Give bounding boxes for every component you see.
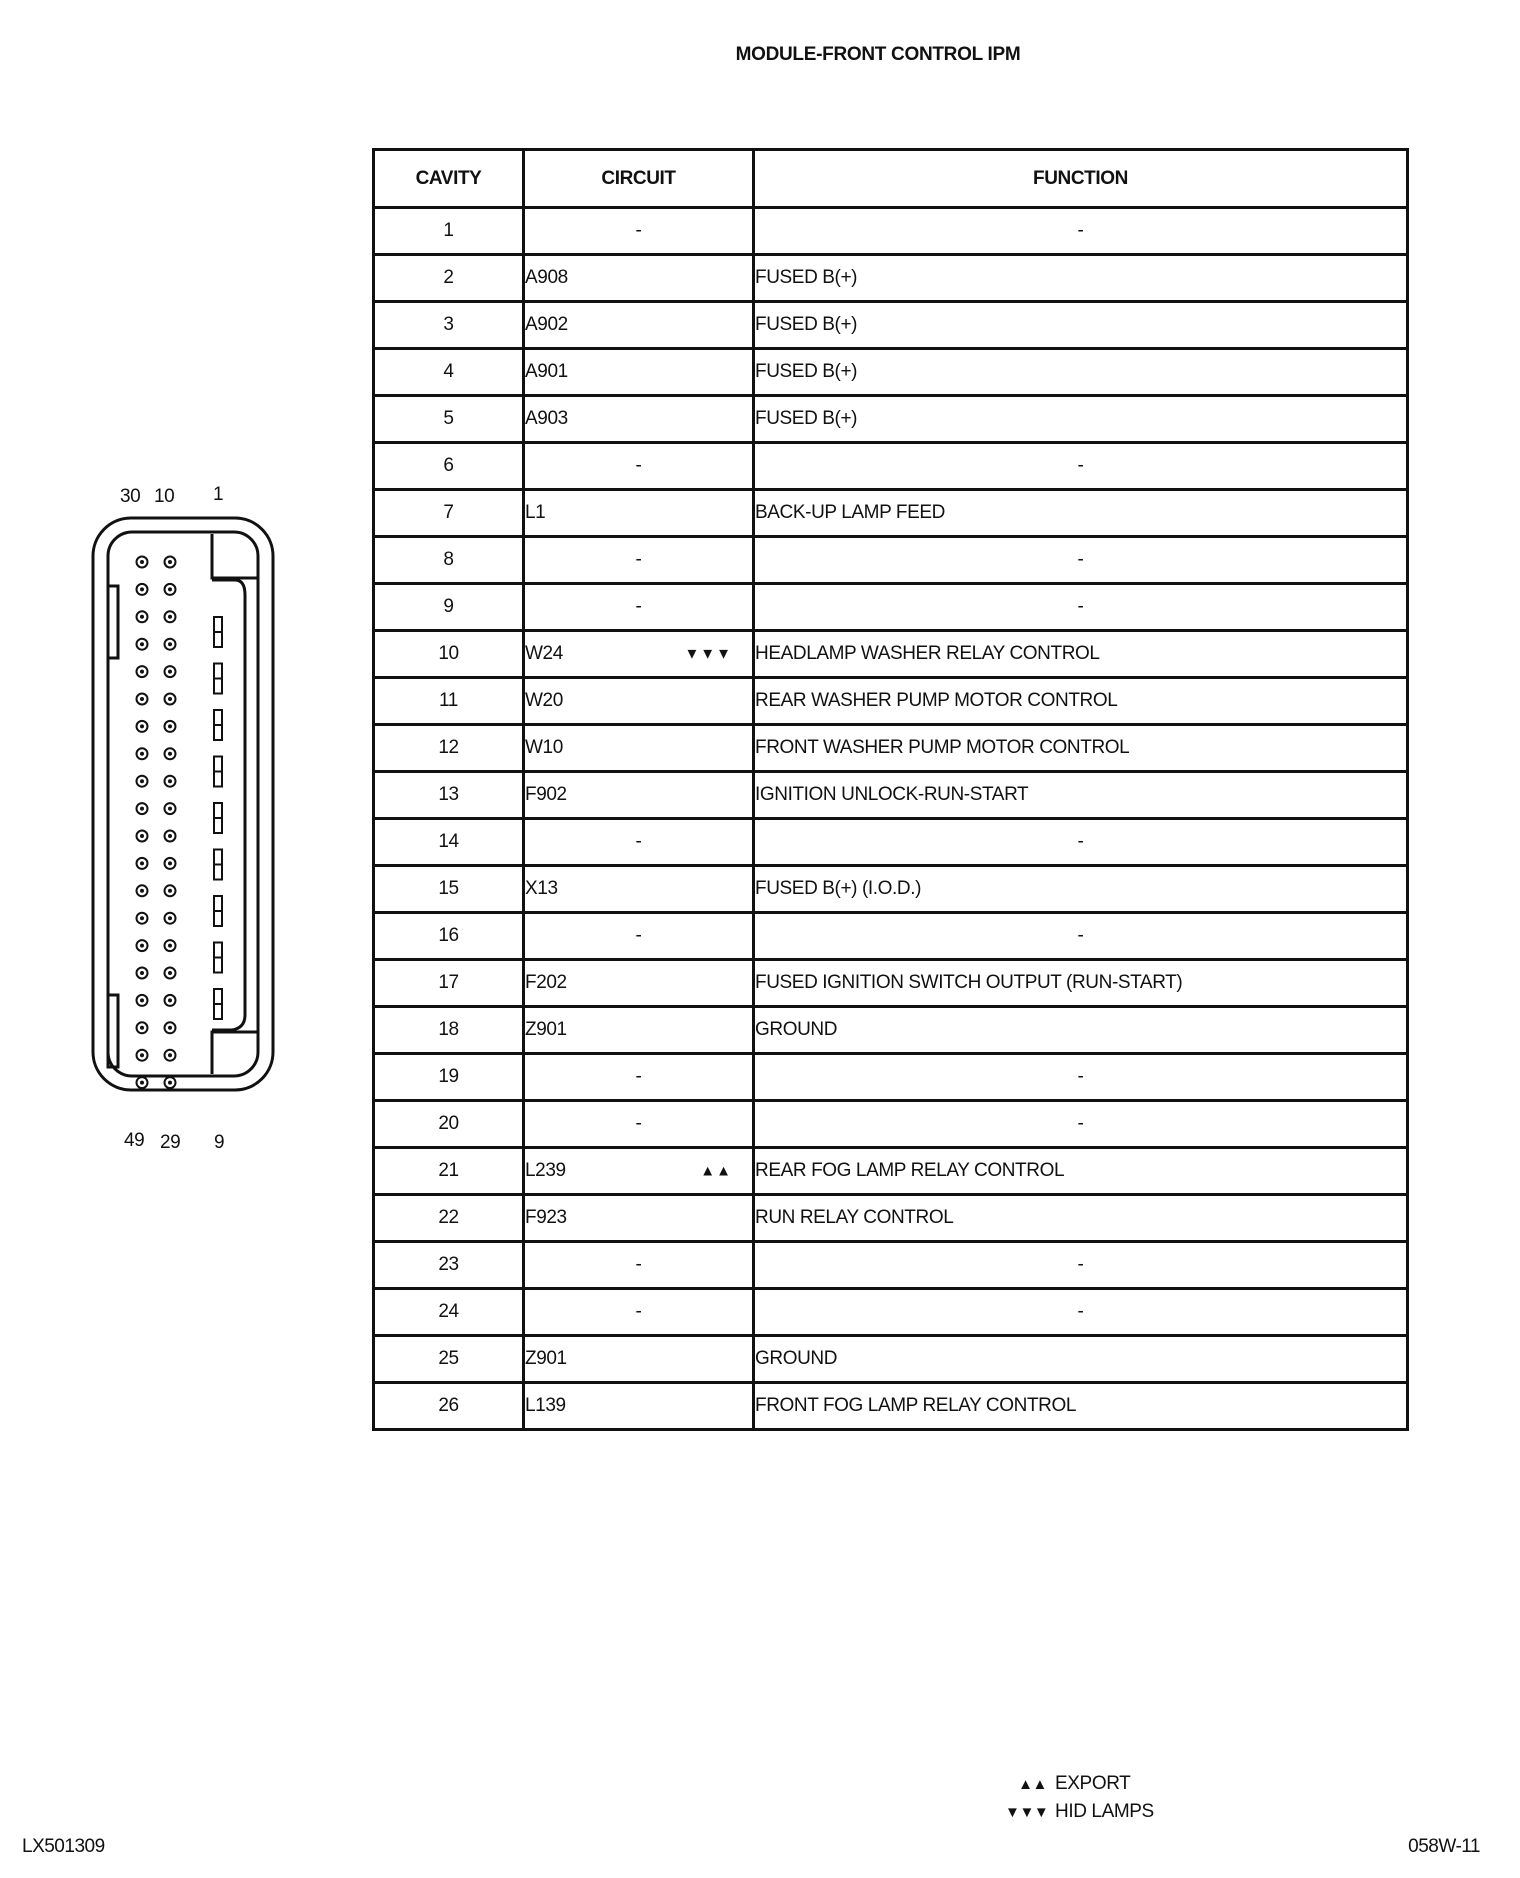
table-row (374, 302, 1408, 349)
circuit-cell (524, 960, 754, 1007)
header-function: FUNCTION (754, 150, 1408, 208)
table-row (374, 678, 1408, 725)
table-row (374, 960, 1408, 1007)
cavity-pin-center (168, 587, 172, 591)
hid-marker-icon: ▼▼▼ (1005, 1804, 1049, 1821)
export-marker-icon: ▲▲ (1018, 1776, 1047, 1793)
circuit-label: - (635, 549, 642, 570)
cavity-pin-center (140, 807, 144, 811)
circuit-cell (524, 819, 754, 866)
circuit-label: - (635, 831, 642, 852)
cavity-pin-center (140, 861, 144, 865)
circuit-cell (524, 537, 754, 584)
cavity-pin-center (140, 1081, 144, 1085)
option-marker-icon: ▲▲ (700, 1162, 732, 1180)
function-cell: FUSED IGNITION SWITCH OUTPUT (RUN-START) (754, 960, 1408, 1007)
cavity-cell: 8 (374, 537, 524, 584)
function-cell: BACK-UP LAMP FEED (754, 490, 1408, 537)
function-cell: - (754, 913, 1408, 960)
cavity-cell: 17 (374, 960, 524, 1007)
cavity-pin-center (168, 779, 172, 783)
function-cell: FUSED B(+) (754, 349, 1408, 396)
cavity-pin-center (140, 670, 144, 674)
cavity-cell: 11 (374, 678, 524, 725)
circuit-cell (524, 678, 754, 725)
function-cell: RUN RELAY CONTROL (754, 1195, 1408, 1242)
circuit-label: A902 (525, 314, 568, 335)
function-cell: FUSED B(+) (754, 396, 1408, 443)
cavity-pin-center (140, 724, 144, 728)
circuit-label: - (635, 1113, 642, 1134)
table-row (374, 913, 1408, 960)
circuit-cell (524, 1383, 754, 1430)
function-cell: REAR WASHER PUMP MOTOR CONTROL (754, 678, 1408, 725)
table-header-row (374, 150, 1408, 208)
legend-label: EXPORT (1055, 1773, 1131, 1794)
cavity-pin-center (168, 724, 172, 728)
function-cell: - (754, 1101, 1408, 1148)
cavity-cell: 15 (374, 866, 524, 913)
figure-id: LX501309 (22, 1836, 105, 1857)
cavity-pin-center (140, 916, 144, 920)
cavity-cell: 4 (374, 349, 524, 396)
cavity-cell: 12 (374, 725, 524, 772)
cavity-pin-center (168, 834, 172, 838)
circuit-cell (524, 725, 754, 772)
circuit-label: A908 (525, 267, 568, 288)
circuit-cell (524, 490, 754, 537)
cavity-pin-center (168, 861, 172, 865)
function-cell: FUSED B(+) (754, 302, 1408, 349)
cavity-cell: 19 (374, 1054, 524, 1101)
cavity-pin-center (140, 752, 144, 756)
circuit-cell (524, 584, 754, 631)
circuit-label: F902 (525, 784, 567, 805)
circuit-cell (524, 349, 754, 396)
table-row (374, 537, 1408, 584)
table-row (374, 584, 1408, 631)
cavity-pin-center (140, 697, 144, 701)
circuit-label: - (635, 925, 642, 946)
circuit-cell (524, 866, 754, 913)
cavity-pin-center (168, 752, 172, 756)
circuit-cell (524, 443, 754, 490)
table-row (374, 255, 1408, 302)
legend-label: HID LAMPS (1055, 1801, 1154, 1822)
function-cell: - (754, 1242, 1408, 1289)
circuit-cell (524, 1148, 754, 1195)
cavity-cell: 6 (374, 443, 524, 490)
circuit-cell (524, 1054, 754, 1101)
function-cell: FUSED B(+) (754, 255, 1408, 302)
function-cell: - (754, 443, 1408, 490)
cavity-pin-center (168, 1081, 172, 1085)
header-cavity: CAVITY (374, 150, 524, 208)
cavity-pin-center (168, 1026, 172, 1030)
circuit-cell (524, 631, 754, 678)
table-row (374, 1336, 1408, 1383)
table-row (374, 819, 1408, 866)
circuit-cell (524, 302, 754, 349)
function-cell: GROUND (754, 1336, 1408, 1383)
table-row (374, 1101, 1408, 1148)
header-circuit: CIRCUIT (524, 150, 754, 208)
circuit-label: Z901 (525, 1348, 567, 1369)
circuit-cell (524, 255, 754, 302)
function-cell: GROUND (754, 1007, 1408, 1054)
cavity-pin-center (168, 560, 172, 564)
cavity-cell: 13 (374, 772, 524, 819)
circuit-cell (524, 1195, 754, 1242)
circuit-label: L139 (525, 1395, 566, 1416)
circuit-cell (524, 396, 754, 443)
cavity-pin-center (168, 971, 172, 975)
cavity-cell: 7 (374, 490, 524, 537)
function-cell: - (754, 1289, 1408, 1336)
function-cell: - (754, 1054, 1408, 1101)
circuit-label: - (635, 1066, 642, 1087)
cavity-cell: 16 (374, 913, 524, 960)
table-row (374, 725, 1408, 772)
cavity-pin-center (168, 889, 172, 893)
legend-hid-lamps (1005, 1801, 1154, 1823)
cavity-pin-center (140, 971, 144, 975)
circuit-label: W10 (525, 737, 563, 758)
cavity-pin-center (140, 1026, 144, 1030)
pin-label-1: 1 (213, 484, 224, 505)
pin-label-30: 30 (120, 486, 141, 507)
table-row (374, 1054, 1408, 1101)
circuit-label: - (635, 596, 642, 617)
cavity-pin-center (168, 998, 172, 1002)
cavity-pin-center (168, 697, 172, 701)
cavity-pin-center (168, 615, 172, 619)
cavity-cell: 24 (374, 1289, 524, 1336)
function-cell: REAR FOG LAMP RELAY CONTROL (754, 1148, 1408, 1195)
cavity-pin-center (140, 615, 144, 619)
cavity-cell: 3 (374, 302, 524, 349)
cavity-pin-center (140, 944, 144, 948)
pinout-table (372, 148, 1409, 1431)
circuit-cell (524, 913, 754, 960)
function-cell: - (754, 208, 1408, 255)
circuit-cell (524, 1242, 754, 1289)
cavity-cell: 10 (374, 631, 524, 678)
circuit-cell (524, 1007, 754, 1054)
table-row (374, 866, 1408, 913)
cavity-pin-center (140, 1053, 144, 1057)
cavity-cell: 22 (374, 1195, 524, 1242)
cavity-cell: 23 (374, 1242, 524, 1289)
table-row (374, 1383, 1408, 1430)
table-row (374, 1148, 1408, 1195)
figure-code: 058W-11 (1408, 1836, 1480, 1857)
circuit-label: Z901 (525, 1019, 567, 1040)
table-row (374, 1007, 1408, 1054)
pin-label-9: 9 (214, 1132, 225, 1153)
connector-face-diagram (80, 480, 290, 1140)
table-row (374, 772, 1408, 819)
connector-cavity-pins (137, 557, 223, 1089)
circuit-label: W24 (525, 643, 563, 664)
table-row (374, 1289, 1408, 1336)
cavity-pin-center (140, 834, 144, 838)
circuit-label: - (635, 1301, 642, 1322)
circuit-label: F923 (525, 1207, 567, 1228)
page-title: MODULE-FRONT CONTROL IPM (735, 44, 1021, 65)
circuit-label: X13 (525, 878, 558, 899)
cavity-cell: 1 (374, 208, 524, 255)
option-marker-icon: ▼▼▼ (684, 645, 732, 663)
cavity-cell: 21 (374, 1148, 524, 1195)
cavity-pin-center (140, 587, 144, 591)
cavity-cell: 5 (374, 396, 524, 443)
function-cell: - (754, 537, 1408, 584)
cavity-pin-center (140, 998, 144, 1002)
function-cell: FRONT FOG LAMP RELAY CONTROL (754, 1383, 1408, 1430)
cavity-pin-center (168, 1053, 172, 1057)
cavity-pin-center (140, 779, 144, 783)
circuit-label: A903 (525, 408, 568, 429)
function-cell: - (754, 584, 1408, 631)
circuit-label: L239 (525, 1160, 566, 1181)
table-row (374, 1242, 1408, 1289)
function-cell: HEADLAMP WASHER RELAY CONTROL (754, 631, 1408, 678)
circuit-label: L1 (525, 502, 546, 523)
cavity-pin-center (168, 944, 172, 948)
legend-export (1005, 1773, 1130, 1795)
circuit-cell (524, 1336, 754, 1383)
cavity-pin-center (140, 642, 144, 646)
circuit-cell (524, 1101, 754, 1148)
table-row (374, 443, 1408, 490)
function-cell: IGNITION UNLOCK-RUN-START (754, 772, 1408, 819)
circuit-label: F202 (525, 972, 567, 993)
circuit-label: - (635, 220, 642, 241)
cavity-cell: 9 (374, 584, 524, 631)
cavity-pin-center (168, 642, 172, 646)
cavity-pin-center (168, 807, 172, 811)
circuit-cell (524, 1289, 754, 1336)
cavity-pin-center (140, 560, 144, 564)
cavity-cell: 18 (374, 1007, 524, 1054)
function-cell: FRONT WASHER PUMP MOTOR CONTROL (754, 725, 1408, 772)
table-row (374, 208, 1408, 255)
cavity-cell: 2 (374, 255, 524, 302)
function-cell: - (754, 819, 1408, 866)
cavity-pin-center (168, 916, 172, 920)
cavity-pin-center (168, 670, 172, 674)
table-row (374, 490, 1408, 537)
circuit-label: W20 (525, 690, 563, 711)
function-cell: FUSED B(+) (I.O.D.) (754, 866, 1408, 913)
pin-label-29: 29 (160, 1132, 181, 1153)
cavity-cell: 25 (374, 1336, 524, 1383)
circuit-cell (524, 208, 754, 255)
circuit-label: - (635, 1254, 642, 1275)
table-row (374, 396, 1408, 443)
table-row (374, 631, 1408, 678)
circuit-label: A901 (525, 361, 568, 382)
cavity-cell: 26 (374, 1383, 524, 1430)
table-row (374, 1195, 1408, 1242)
pin-label-10: 10 (154, 486, 175, 507)
circuit-cell (524, 772, 754, 819)
cavity-cell: 20 (374, 1101, 524, 1148)
pin-label-49: 49 (124, 1130, 145, 1151)
cavity-pin-center (140, 889, 144, 893)
cavity-cell: 14 (374, 819, 524, 866)
circuit-label: - (635, 455, 642, 476)
table-row (374, 349, 1408, 396)
